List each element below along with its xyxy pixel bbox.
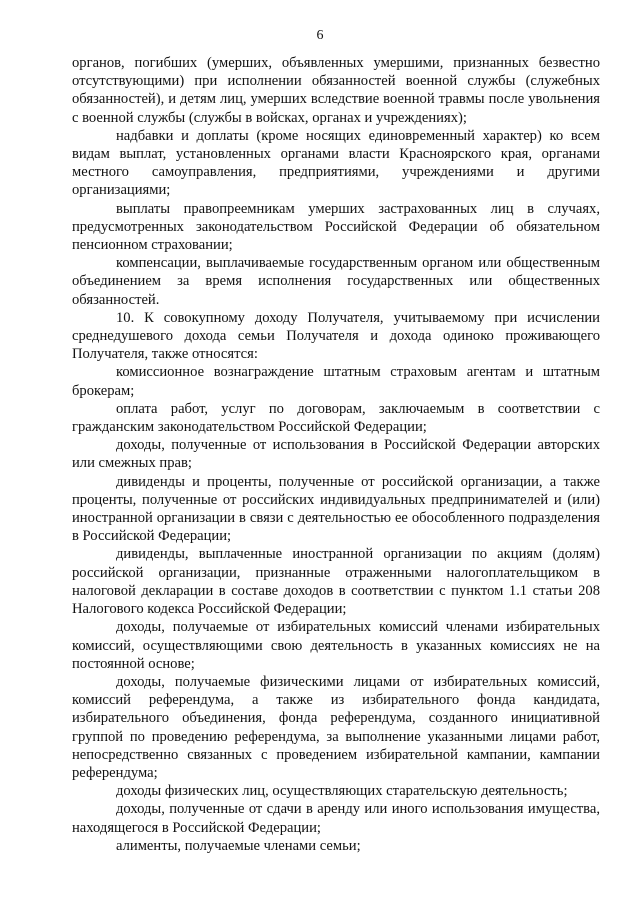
paragraph: комиссионное вознаграждение штатным страховым агентам и штатным брокерам; — [72, 364, 600, 399]
paragraph: оплата работ, услуг по договорам, заключаемым в соответствии с гражданским законодательством Российской Федерации; — [72, 400, 600, 436]
paragraph: доходы, полученные от использования в Российской Федерации авторских или смежных прав; — [72, 437, 600, 472]
paragraph: надбавки и доплаты (кроме носящих единовременный характер) ко всем видам выплат, установленных органами власти Красноярского края, органами местного самоуправления, предприятиями, учреждениями и другими организациями; — [72, 127, 600, 199]
document-body — [72, 54, 600, 855]
paragraph: алименты, получаемые членами семьи; — [116, 837, 361, 854]
paragraph: доходы, получаемые от избирательных комиссий членами избирательных комиссий, осуществляющими свою деятельность в указанных комиссиях не на постоянной основе; — [72, 619, 600, 672]
paragraph: дивиденды и проценты, полученные от российской организации, а также проценты, полученные от российских индивидуальных предпринимателей и (или) иностранной организации в связи с деятельностью ее обособленного подразделения в Российской Федерации; — [72, 473, 600, 545]
paragraph: компенсации, выплачиваемые государственным органом или общественным объединением за время исполнения государственных или общественных обязанностей. — [72, 255, 600, 308]
page-number: 6 — [316, 28, 324, 43]
paragraph: органов, погибших (умерших, объявленных умершими, признанных безвестно отсутствующими) при исполнении обязанностей военной службы (служебных обязанностей), и детям лиц, умерших вследствие военной травмы после увольнения с военной службы (службы в войсках, органах и учреждениях); — [72, 55, 600, 126]
paragraph: доходы, получаемые физическими лицами от избирательных комиссий, комиссий референдума, а также из избирательного фонда кандидата, избирательного объединения, фонда референдума, созданного инициативной группой по проведению референдума, за выполнение указанными лицами работ, непосредственно связанных с проведением избирательной кампании, кампании референдума; — [72, 673, 600, 781]
paragraph: доходы, полученные от сдачи в аренду или иного использования имущества, находящегося в Российской Федерации; — [72, 801, 600, 836]
paragraph: 10. К совокупному доходу Получателя, учитываемому при исчислении среднедушевого дохода семьи Получателя и дохода одиноко проживающего Получателя, также относятся: — [72, 309, 600, 363]
paragraph: дивиденды, выплаченные иностранной организации по акциям (долям) российской организации, признанные отраженными налогоплательщиком в налоговой декларации в составе доходов в соответствии с пунктом 1.1 статьи 208 Налогового кодекса Российской Федерации; — [72, 546, 600, 618]
paragraph: выплаты правопреемникам умерших застрахованных лиц в случаях, предусмотренных законодательством Российской Федерации об обязательном пенсионном страховании; — [72, 200, 600, 254]
paragraph: доходы физических лиц, осуществляющих старательскую деятельность; — [116, 783, 568, 800]
